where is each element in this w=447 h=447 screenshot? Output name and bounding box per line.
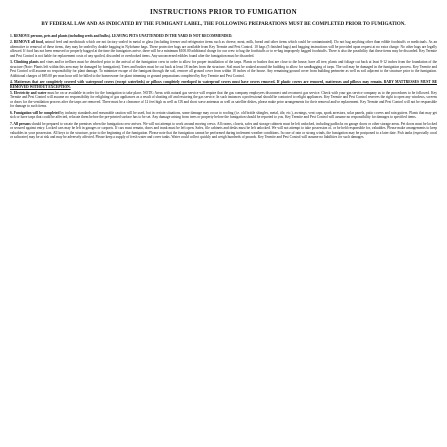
paragraph-1 — [10, 34, 437, 38]
paragraph-6-body: by industry standards and reasonable caution will be used, but in certain situations, some damage may occur to roofing (i.e. old brittle shingles, metal, tile, etc.), awnings, vent caps, spark arrestors, solar panels, patio covers and rain gutters. Plants that may get sick or have tarps that could be affected, relocate them before the pre-printed surface has to be set. Any damage arising from trees or property before the fumigation should be reported to you. Key Termite and Pest Control will assume no responsibility for damages to specified items. — [10, 110, 437, 120]
paragraph-6 — [10, 111, 437, 120]
paragraph-3 — [10, 60, 437, 78]
paragraph-3-body: and vines and/or trellises must be detached prior to the arrival of the fumigation crew in order to allow for proper installation of the tarps. Plants or bushes that are close to the house, have all tree, plants and foliage cut back at least 8-12 inches from the foundation of the structure (Note: Plants left within this area may be damaged by fumigation). Trees and bushes must be cut back at least 18 inches from the structure. Soil must be soaked around the building to allow for sandbagging of tarps. The soil may be damaged in the fumigation process. Key Termite and Pest Control will assume no responsibility for plant damage. To minimize escape of the fumigant through the soil, remove all ground cover from within 18 inches of the house. Any remaining ground cover from building perimeter as well as soil adjacent to the structure prior to the fumigation. Additional charges of $85.00 per man hour will be billed to the homeowner for plant trimming or ground preparations completed by Key Termite and Pest Control. — [10, 60, 437, 78]
paragraph-7 — [10, 122, 437, 140]
paragraph-6-lead: 6. Fumigation will be completed — [10, 110, 60, 115]
paragraph-5-lead: 5. Electricity and water — [10, 90, 47, 95]
page-title: INSTRUCTIONS PRIOR TO FUMIGATION — [149, 8, 298, 16]
paragraph-3-lead: 3. Climbing plants — [10, 60, 39, 65]
paragraph-2-body: animal feed and medicinals which are not factory sealed in metal or glass (including freezer and refrigerator items such as cheese, meat, milk, bread and other items which could be contaminated). Do not bag anything other than edible foodstuffs or medicinals. As an alternative to removal of these items, they may be sealed by double bagging in Nylofume bags. These protective bags are available from Key Termite and Pest Control. 10 bags (5 finished bags) and bagging instructions will be provided upon request at no extra charge. No other bags are legally allowed. If food has not been removed or properly bagged at the time the fumigators arrive, there will be a minimum $100.00 additional charge for our crew to bag the foodstuffs or to re-bag improperly bagged foodstuffs. There is also the possibility that these items may be discarded. Key Termite and Pest Control is not liable for replacement costs of any spoiled, discarded or overlooked items. Any unconcerned edibles found after the fumigation must be discarded. — [10, 40, 437, 58]
page-subtitle: BY FEDERAL LAW AND AS INDICATED BY THE FUMIGANT LABEL, THE FOLLOWING PREPARATIONS MUST BE COMPLETED PRIOR TO FUMIGATION. — [41, 22, 406, 27]
paragraph-4-lead: 4. Mattresses that are completely covered with waterproof covers (except waterbeds) or pillows completely enveloped in waterproof covers must have covers removed. If plastic covers are removed, mattresses and pillows may remain. BABY MATTRESSES MUST BE REMOVED WITHOUT EXCEPTION. — [10, 80, 437, 89]
paragraph-5-body: must be on or available in order for the fumigation to take place. NOTE: Areas with natural gas service will require that the gas company employees disconnect and reconnect gas service. Check with your gas service company as to the procedures to be followed. Key Termite and Pest Control will assume no responsibility for relighting of gas appliances as a result of shutting off and restoring the gas service. In such instances a professional should be contacted to relight appliances. Key Termite and Pest Control reserves the right to open any windows, screens or doors for the ventilation process after the tarps are removed. There must be a clearance of 12 feet high as well as CB and short wave antennas as well as satellite dishes, please make prior arrangements for their removal and/or replacement. Key Termite and Pest Control will not be responsible for damage to such items. — [10, 90, 438, 109]
paragraph-2 — [10, 40, 437, 58]
paragraph-7-body: should be prepared to vacate the premises when the fumigation crew arrives. We will not attempt to work around moving crews. All rooms, closets, safes and storage cabinets must be left unlocked, including padlocks on garage doors or other storage areas. Pet doors must be locked or secured against entry. Locked cars may be left in garages or carports. If cars must remain, doors and trunk must be left open. Safes, file cabinets and desks must be left unlocked. We will not attempt to take possession of, or be held responsible for, valuables. Please make arrangements to keep valuables in your possession. All keys to the structure, prior to the beginning of the fumigation. Please note that the fumigation cannot be performed during inclement weather conditions. In case of rain or strong winds, the fumigation may be postponed to a later date. Fish tanks (especially coral or saltwater) may be at risk and may be adversely affected. Please keep a supply of fresh water and cover tanks. Water could collect quickly and weigh hundreds of pounds. Key Termite and Pest Control will assume no liabilities for such damages. — [10, 121, 438, 140]
paragraph-2-lead: 2. REMOVE all food, — [10, 40, 44, 45]
paragraph-4 — [10, 80, 437, 89]
paragraph-7-lead: 7. All persons — [10, 121, 31, 126]
paragraph-1-lead: 1. REMOVE persons, pets and plants (including seeds and bulbs). LEAVING PETS UNATTENDED IN THE YARD IS NOT RECOMMENDED. — [10, 34, 233, 38]
paragraph-5 — [10, 91, 437, 109]
